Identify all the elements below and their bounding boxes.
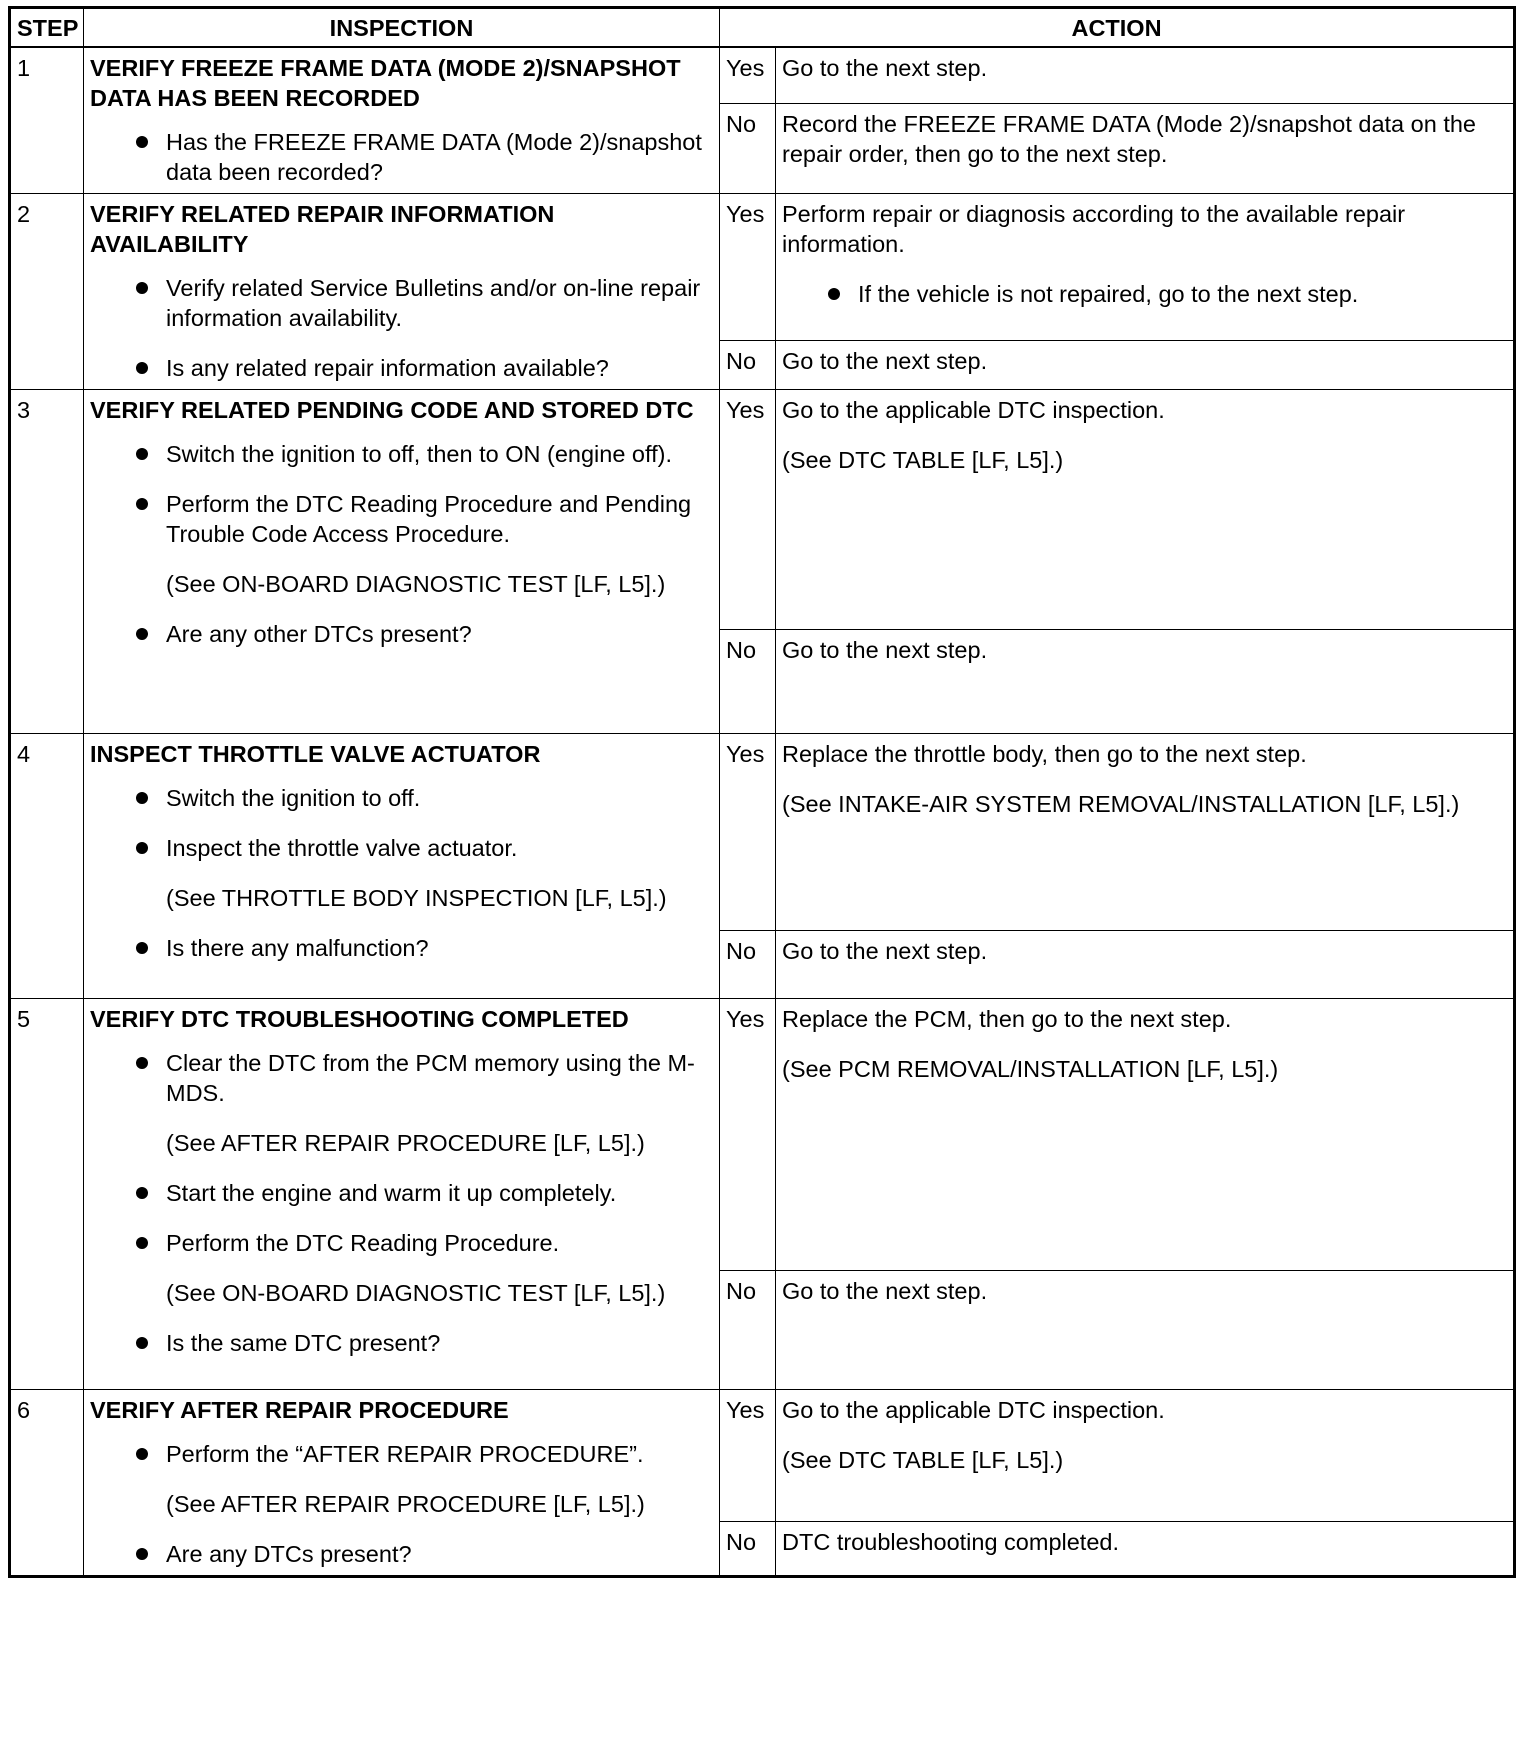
- inspection-bullet-item: [90, 273, 713, 333]
- action-item: [782, 1445, 1507, 1475]
- no-label: No: [720, 1271, 776, 1390]
- action-item-text: (See DTC TABLE [LF, L5].): [782, 1447, 1064, 1473]
- no-action-cell: [776, 1271, 1515, 1390]
- inspection-bullet-item: [90, 1439, 713, 1469]
- action-column-header: ACTION: [720, 8, 1515, 48]
- action-item: [782, 199, 1507, 259]
- action-item-text: Go to the next step.: [782, 347, 988, 374]
- no-action-cell: [776, 340, 1515, 389]
- bullet-dot-icon: [136, 282, 148, 294]
- action-item: [782, 53, 1507, 83]
- action-item-text: Replace the PCM, then go to the next step.: [782, 1006, 1232, 1032]
- table-body: [10, 47, 1515, 1577]
- action-item: [782, 1527, 1507, 1557]
- action-item: [782, 1004, 1507, 1034]
- no-label: No: [720, 931, 776, 999]
- action-item-text: Record the FREEZE FRAME DATA (Mode 2)/snapshot data on the repair order, then go to the next step.: [782, 111, 1476, 167]
- step-row: [10, 1390, 1515, 1522]
- yes-action-cell: [776, 1390, 1515, 1522]
- step-number: 4: [10, 734, 84, 999]
- bullet-dot-icon: [136, 942, 148, 954]
- inspection-bullet-item: [90, 439, 713, 469]
- action-item-text: (See INTAKE-AIR SYSTEM REMOVAL/INSTALLATION [LF, L5].): [782, 791, 1460, 817]
- inspection-item-text: Switch the ignition to off, then to ON (engine off).: [166, 441, 672, 467]
- yes-action-cell: [776, 47, 1515, 104]
- yes-label: Yes: [720, 1390, 776, 1522]
- bullet-dot-icon: [136, 498, 148, 510]
- inspection-reference: [90, 1128, 713, 1158]
- action-item: [782, 395, 1507, 425]
- inspection-item-text: (See ON-BOARD DIAGNOSTIC TEST [LF, L5].): [166, 571, 666, 597]
- action-item-text: Go to the next step.: [782, 637, 988, 663]
- bullet-dot-icon: [136, 1237, 148, 1249]
- step-number: 1: [10, 47, 84, 194]
- diagnostic-table: [8, 6, 1516, 1578]
- no-action-cell: [776, 630, 1515, 734]
- inspection-cell: [84, 1390, 720, 1577]
- action-item: [782, 635, 1507, 665]
- action-item: [782, 346, 1507, 376]
- inspection-bullet-item: [90, 127, 713, 187]
- inspection-title: VERIFY FREEZE FRAME DATA (MODE 2)/SNAPSHOT DATA HAS BEEN RECORDED: [90, 55, 681, 111]
- step-number: 6: [10, 1390, 84, 1577]
- inspection-cell: [84, 734, 720, 999]
- inspection-reference: [90, 1489, 713, 1519]
- inspection-item-text: Perform the DTC Reading Procedure and Pending Trouble Code Access Procedure.: [166, 491, 692, 547]
- inspection-item-text: Switch the ignition to off.: [166, 785, 421, 811]
- inspection-item-text: Perform the DTC Reading Procedure.: [166, 1230, 560, 1256]
- action-item: [782, 445, 1507, 475]
- inspection-bullet-item: [90, 619, 713, 649]
- action-item-text: Go to the applicable DTC inspection.: [782, 1397, 1165, 1423]
- inspection-cell: [84, 390, 720, 734]
- step-row: [10, 194, 1515, 341]
- no-action-cell: [776, 931, 1515, 999]
- action-item-text: Replace the throttle body, then go to the next step.: [782, 741, 1307, 767]
- inspection-item-text: (See AFTER REPAIR PROCEDURE [LF, L5].): [166, 1130, 645, 1156]
- bullet-dot-icon: [136, 1337, 148, 1349]
- action-item: [782, 739, 1507, 769]
- inspection-item-text: Is there any malfunction?: [166, 935, 429, 961]
- bullet-dot-icon: [136, 628, 148, 640]
- inspection-cell: [84, 194, 720, 390]
- inspection-item-text: (See ON-BOARD DIAGNOSTIC TEST [LF, L5].): [166, 1280, 666, 1306]
- inspection-bullet-item: [90, 1048, 713, 1108]
- step-row: [10, 999, 1515, 1271]
- bullet-dot-icon: [136, 136, 148, 148]
- yes-action-cell: [776, 390, 1515, 630]
- inspection-cell: [84, 999, 720, 1390]
- bullet-dot-icon: [136, 1187, 148, 1199]
- action-item-text: (See PCM REMOVAL/INSTALLATION [LF, L5].): [782, 1056, 1279, 1082]
- inspection-title: VERIFY RELATED REPAIR INFORMATION AVAILABILITY: [90, 201, 555, 257]
- action-item: [782, 1395, 1507, 1425]
- action-item: [782, 109, 1507, 169]
- no-label: No: [720, 630, 776, 734]
- inspection-title: VERIFY DTC TROUBLESHOOTING COMPLETED: [90, 1006, 629, 1032]
- bullet-dot-icon: [136, 1057, 148, 1069]
- inspection-bullet-item: [90, 833, 713, 863]
- inspection-item-text: Are any other DTCs present?: [166, 621, 472, 647]
- inspection-cell: [84, 47, 720, 194]
- no-label: No: [720, 1521, 776, 1576]
- inspection-title: INSPECT THROTTLE VALVE ACTUATOR: [90, 741, 541, 767]
- inspection-bullet-item: [90, 783, 713, 813]
- inspection-reference: [90, 1278, 713, 1308]
- inspection-item-text: Is any related repair information available?: [166, 355, 609, 381]
- step-number: 3: [10, 390, 84, 734]
- action-item: [782, 1054, 1507, 1084]
- inspection-item-text: Verify related Service Bulletins and/or on-line repair information availability.: [166, 275, 701, 331]
- inspection-bullet-item: [90, 353, 713, 383]
- yes-action-cell: [776, 999, 1515, 1271]
- bullet-dot-icon: [136, 842, 148, 854]
- step-row: [10, 390, 1515, 630]
- inspection-item-text: (See AFTER REPAIR PROCEDURE [LF, L5].): [166, 1491, 645, 1517]
- yes-action-cell: [776, 194, 1515, 341]
- yes-label: Yes: [720, 999, 776, 1271]
- action-item-text: Perform repair or diagnosis according to the available repair information.: [782, 201, 1406, 257]
- header-row: [10, 8, 1515, 48]
- inspection-bullet-item: [90, 1539, 713, 1569]
- action-item: [782, 1276, 1507, 1306]
- inspection-bullet-item: [90, 933, 713, 963]
- inspection-bullet-item: [90, 1228, 713, 1258]
- step-column-header: STEP: [10, 8, 84, 48]
- no-action-cell: [776, 1521, 1515, 1576]
- inspection-title: VERIFY RELATED PENDING CODE AND STORED DTC: [90, 397, 694, 423]
- action-item-text: Go to the next step.: [782, 1278, 988, 1304]
- inspection-reference: [90, 883, 713, 913]
- diagnostic-procedure-page: [8, 6, 1513, 1578]
- step-row: [10, 47, 1515, 104]
- inspection-bullet-item: [90, 1178, 713, 1208]
- inspection-item-text: Is the same DTC present?: [166, 1330, 441, 1356]
- inspection-item-text: Are any DTCs present?: [166, 1541, 412, 1567]
- yes-label: Yes: [720, 47, 776, 104]
- inspection-title: VERIFY AFTER REPAIR PROCEDURE: [90, 1397, 509, 1423]
- no-action-cell: [776, 104, 1515, 194]
- inspection-item-text: Perform the “AFTER REPAIR PROCEDURE”.: [166, 1441, 644, 1467]
- inspection-bullet-item: [90, 1328, 713, 1358]
- action-item: [782, 936, 1507, 966]
- inspection-item-text: (See THROTTLE BODY INSPECTION [LF, L5].): [166, 885, 667, 911]
- action-item-text: DTC troubleshooting completed.: [782, 1528, 1120, 1555]
- inspection-item-text: Inspect the throttle valve actuator.: [166, 835, 518, 861]
- yes-label: Yes: [720, 390, 776, 630]
- yes-label: Yes: [720, 194, 776, 341]
- inspection-reference: [90, 569, 713, 599]
- inspection-item-text: Has the FREEZE FRAME DATA (Mode 2)/snapshot data been recorded?: [166, 129, 702, 185]
- step-number: 5: [10, 999, 84, 1390]
- bullet-dot-icon: [136, 792, 148, 804]
- bullet-dot-icon: [136, 1448, 148, 1460]
- action-item-text: Go to the next step.: [782, 55, 988, 81]
- inspection-item-text: Start the engine and warm it up completely.: [166, 1180, 617, 1206]
- bullet-dot-icon: [828, 288, 840, 300]
- step-number: 2: [10, 194, 84, 390]
- bullet-dot-icon: [136, 362, 148, 374]
- action-item-text: (See DTC TABLE [LF, L5].): [782, 447, 1064, 473]
- bullet-dot-icon: [136, 1548, 148, 1560]
- yes-action-cell: [776, 734, 1515, 931]
- action-item: [782, 279, 1507, 309]
- inspection-item-text: Clear the DTC from the PCM memory using the M-MDS.: [166, 1050, 695, 1106]
- yes-label: Yes: [720, 734, 776, 931]
- no-label: No: [720, 340, 776, 389]
- action-item: [782, 789, 1507, 819]
- action-item-text: Go to the applicable DTC inspection.: [782, 397, 1165, 423]
- no-label: No: [720, 104, 776, 194]
- inspection-column-header: INSPECTION: [84, 8, 720, 48]
- bullet-dot-icon: [136, 448, 148, 460]
- action-item-text: Go to the next step.: [782, 938, 988, 964]
- inspection-bullet-item: [90, 489, 713, 549]
- step-row: [10, 734, 1515, 931]
- action-item-text: If the vehicle is not repaired, go to the next step.: [858, 281, 1359, 307]
